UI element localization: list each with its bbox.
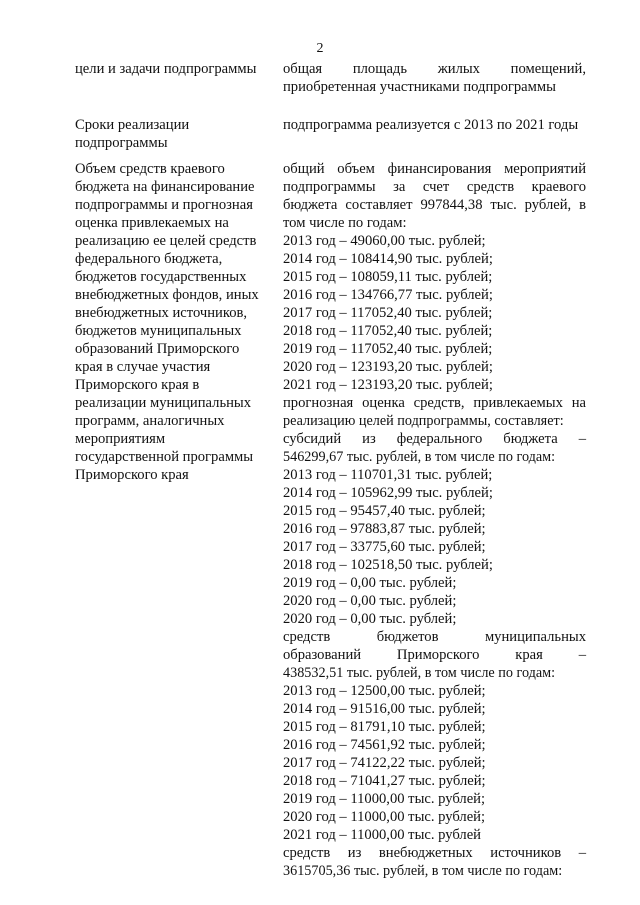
row-label bbox=[75, 160, 275, 484]
label-line: реализации муниципальных bbox=[75, 395, 252, 411]
label-line: государственной программы bbox=[75, 449, 254, 465]
value-line: 2019 год – 11000,00 тыс. рублей; bbox=[283, 791, 486, 807]
label-line: программ, аналогичных bbox=[75, 413, 225, 429]
value-line: том числе по годам: bbox=[283, 215, 407, 231]
label-line: Сроки реализации bbox=[75, 117, 190, 133]
label-line: бюджета на финансирование bbox=[75, 179, 255, 195]
value-line: 438532,51 тыс. рублей, в том числе по годам: bbox=[283, 665, 556, 681]
value-line: 2020 год – 0,00 тыс. рублей; bbox=[283, 611, 457, 627]
value-line: общая площадь жилых помещений, bbox=[283, 61, 586, 77]
value-line: 2021 год – 123193,20 тыс. рублей; bbox=[283, 377, 493, 393]
label-line: внебюджетных источников, bbox=[75, 305, 248, 321]
value-line: 2020 год – 11000,00 тыс. рублей; bbox=[283, 809, 486, 825]
label-line: федерального бюджета, bbox=[75, 251, 223, 267]
label-line: Объем средств краевого bbox=[75, 161, 225, 177]
row-value bbox=[283, 116, 586, 134]
label-line: оценка привлекаемых на bbox=[75, 215, 229, 231]
value-line: 2019 год – 0,00 тыс. рублей; bbox=[283, 575, 457, 591]
value-line: 2016 год – 134766,77 тыс. рублей; bbox=[283, 287, 493, 303]
label-line: края в случае участия bbox=[75, 359, 211, 375]
value-line: 2015 год – 95457,40 тыс. рублей; bbox=[283, 503, 486, 519]
value-line: средств бюджетов муниципальных bbox=[283, 629, 586, 645]
value-line: 2017 год – 33775,60 тыс. рублей; bbox=[283, 539, 486, 555]
value-line: 2015 год – 81791,10 тыс. рублей; bbox=[283, 719, 486, 735]
value-line: 2015 год – 108059,11 тыс. рублей; bbox=[283, 269, 493, 285]
label-line: бюджетов муниципальных bbox=[75, 323, 242, 339]
value-line: прогнозная оценка средств, привлекаемых на bbox=[283, 395, 586, 411]
value-line: реализацию целей подпрограммы, составляет: bbox=[283, 413, 564, 429]
row-label bbox=[75, 60, 275, 78]
value-line: 2014 год – 105962,99 тыс. рублей; bbox=[283, 485, 493, 501]
value-line: 2017 год – 74122,22 тыс. рублей; bbox=[283, 755, 486, 771]
value-line: 2018 год – 102518,50 тыс. рублей; bbox=[283, 557, 493, 573]
value-line: 2016 год – 74561,92 тыс. рублей; bbox=[283, 737, 486, 753]
value-line: 2018 год – 71041,27 тыс. рублей; bbox=[283, 773, 486, 789]
label-line: мероприятиям bbox=[75, 431, 166, 447]
label-line: цели и задачи подпрограммы bbox=[75, 61, 257, 77]
value-line: приобретенная участниками подпрограммы bbox=[283, 79, 556, 95]
value-line: средств из внебюджетных источников – bbox=[283, 845, 586, 861]
value-line: 2018 год – 117052,40 тыс. рублей; bbox=[283, 323, 493, 339]
value-line: субсидий из федерального бюджета – bbox=[283, 431, 586, 447]
value-line: 2013 год – 110701,31 тыс. рублей; bbox=[283, 467, 493, 483]
value-line: образований Приморского края – bbox=[283, 647, 586, 663]
row-value bbox=[283, 60, 586, 96]
value-line: общий объем финансирования мероприятий bbox=[283, 161, 586, 177]
page-number: 2 bbox=[316, 41, 324, 56]
value-line: 2014 год – 108414,90 тыс. рублей; bbox=[283, 251, 493, 267]
row-label bbox=[75, 116, 275, 152]
label-line: Приморского края в bbox=[75, 377, 200, 393]
label-line: реализацию ее целей средств bbox=[75, 233, 257, 249]
value-line: 546299,67 тыс. рублей, в том числе по годам: bbox=[283, 449, 556, 465]
value-line: 2020 год – 123193,20 тыс. рублей; bbox=[283, 359, 493, 375]
label-line: образований Приморского bbox=[75, 341, 240, 357]
value-line: 2013 год – 12500,00 тыс. рублей; bbox=[283, 683, 486, 699]
label-line: внебюджетных фондов, иных bbox=[75, 287, 259, 303]
value-line: 2013 год – 49060,00 тыс. рублей; bbox=[283, 233, 486, 249]
value-line: подпрограмма реализуется с 2013 по 2021 годы bbox=[283, 117, 579, 133]
value-line: 2016 год – 97883,87 тыс. рублей; bbox=[283, 521, 486, 537]
value-line: 2014 год – 91516,00 тыс. рублей; bbox=[283, 701, 486, 717]
value-line: 2019 год – 117052,40 тыс. рублей; bbox=[283, 341, 493, 357]
label-line: бюджетов государственных bbox=[75, 269, 247, 285]
value-line: 3615705,36 тыс. рублей, в том числе по годам: bbox=[283, 863, 563, 879]
value-line: подпрограммы за счет средств краевого bbox=[283, 179, 586, 195]
label-line: подпрограммы и прогнозная bbox=[75, 197, 253, 213]
value-line: 2020 год – 0,00 тыс. рублей; bbox=[283, 593, 457, 609]
value-line: бюджета составляет 997844,38 тыс. рублей, в bbox=[283, 197, 586, 213]
label-line: Приморского края bbox=[75, 467, 189, 483]
value-line: 2021 год – 11000,00 тыс. рублей bbox=[283, 827, 481, 843]
row-value bbox=[283, 160, 586, 880]
label-line: подпрограммы bbox=[75, 135, 168, 151]
value-line: 2017 год – 117052,40 тыс. рублей; bbox=[283, 305, 493, 321]
